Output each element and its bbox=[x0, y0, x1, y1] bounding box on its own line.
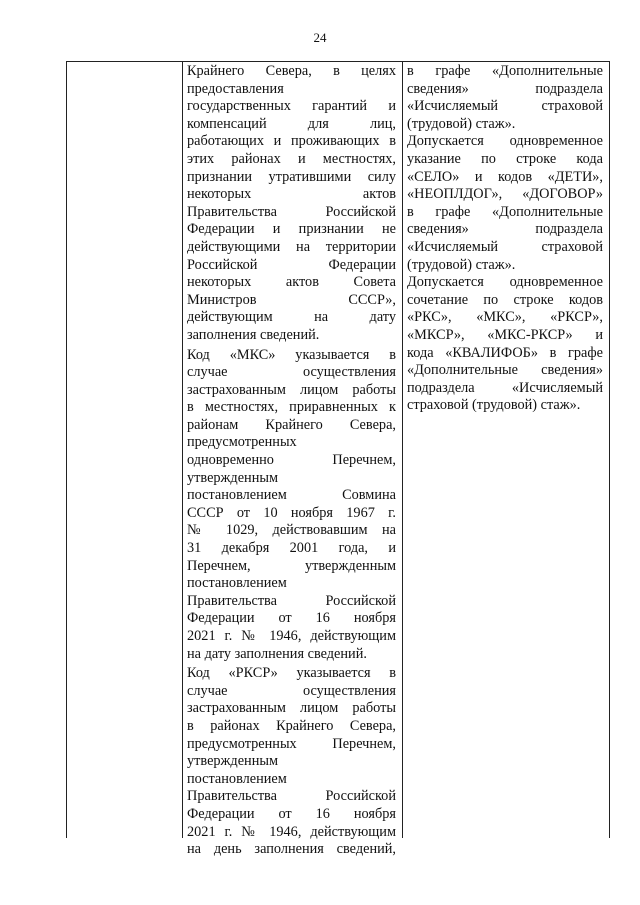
text-line: «РКС», «МКС», «РКСР», bbox=[407, 309, 603, 326]
text-line: Федерации от 16 ноября bbox=[187, 610, 396, 627]
text-line: некоторых актов Совета bbox=[187, 274, 396, 291]
text-line: на день заполнения сведений, bbox=[187, 841, 396, 858]
text-line: постановлением bbox=[187, 575, 287, 592]
text-line: предоставления bbox=[187, 80, 284, 97]
text-line: «Исчисляемый страховой bbox=[407, 98, 603, 115]
text-line: заполнения сведений. bbox=[187, 326, 320, 343]
text-line: действующим на дату bbox=[187, 309, 396, 326]
text-line: предусмотренных bbox=[187, 434, 297, 451]
text-line: районам Крайнего Севера, bbox=[187, 416, 396, 433]
middle-column-text bbox=[187, 63, 396, 859]
text-line: Правительства Российской bbox=[187, 592, 396, 609]
text-line: утвержденным bbox=[187, 753, 279, 770]
text-line: (трудовой) стаж». bbox=[407, 256, 516, 273]
column-divider-2 bbox=[402, 61, 403, 838]
text-line: некоторых актов bbox=[187, 186, 396, 203]
text-line: признании утратившими силу bbox=[187, 168, 396, 185]
text-line: в графе «Дополнительные bbox=[407, 63, 603, 79]
text-line: Допускается одновременное bbox=[407, 133, 603, 150]
text-line: подраздела «Исчисляемый bbox=[407, 379, 603, 396]
text-line: в графе «Дополнительные bbox=[407, 203, 603, 220]
text-line: сведения» подраздела bbox=[407, 221, 603, 238]
text-line: 2021 г. № 1946, действующим bbox=[187, 628, 396, 644]
text-line: в районах Крайнего Севера, bbox=[187, 717, 396, 734]
text-line: Код «МКС» указывается в bbox=[187, 346, 396, 363]
text-line: указание по строке кода bbox=[407, 150, 603, 167]
text-line: 2021 г. № 1946, действующим bbox=[187, 823, 396, 840]
text-line: «МКСР», «МКС-РКСР» и bbox=[407, 326, 603, 343]
text-line: Министров СССР», bbox=[187, 291, 396, 308]
page-number: 24 bbox=[313, 30, 327, 45]
table-top-border bbox=[66, 61, 609, 62]
text-line: Российской Федерации bbox=[187, 256, 396, 273]
text-line: постановлением Совмина bbox=[187, 487, 396, 504]
text-line: государственных гарантий и bbox=[187, 98, 396, 115]
text-line: утвержденным bbox=[187, 469, 279, 486]
text-line: на дату заполнения сведений. bbox=[187, 645, 367, 662]
text-line: действующими на территории bbox=[187, 238, 396, 255]
text-line: «Исчисляемый страховой bbox=[407, 238, 603, 255]
text-line: предусмотренных Перечнем, bbox=[187, 735, 396, 752]
text-line: сочетание по строке кодов bbox=[407, 291, 603, 308]
text-line: Перечнем, утвержденным bbox=[187, 557, 396, 574]
text-line: Допускается одновременное bbox=[407, 274, 603, 291]
text-line: застрахованным лицом работы bbox=[187, 700, 396, 717]
text-line: Федерации и признании не bbox=[187, 221, 396, 238]
text-line: Федерации от 16 ноября bbox=[187, 805, 396, 822]
text-line: постановлением bbox=[187, 770, 287, 787]
text-line: одновременно Перечнем, bbox=[187, 452, 396, 469]
text-line: Правительства Российской bbox=[187, 203, 396, 220]
column-divider-1 bbox=[182, 61, 183, 838]
text-line: «НЕОПЛДОГ», «ДОГОВОР» bbox=[407, 186, 603, 203]
text-line: 31 декабря 2001 года, и bbox=[187, 540, 396, 557]
right-column-text bbox=[407, 63, 603, 415]
text-line: этих районах и местностях, bbox=[187, 150, 396, 167]
text-line: (трудовой) стаж». bbox=[407, 115, 516, 132]
table-left-border bbox=[66, 61, 67, 838]
text-line: застрахованным лицом работы bbox=[187, 381, 396, 398]
table-grid bbox=[66, 61, 610, 858]
text-line: СССР от 10 ноября 1967 г. bbox=[187, 504, 396, 521]
text-line: № 1029, действовавшим на bbox=[187, 522, 396, 539]
text-line: Правительства Российской bbox=[187, 788, 396, 805]
text-line: страховой (трудовой) стаж». bbox=[407, 397, 581, 414]
text-line: работающих и проживающих в bbox=[187, 133, 396, 150]
text-line: сведения» подраздела bbox=[407, 80, 603, 97]
text-line: Крайнего Севера, в целях bbox=[187, 63, 396, 79]
text-line: «Дополнительные сведения» bbox=[407, 362, 603, 379]
table-right-border bbox=[609, 61, 610, 838]
text-line: Код «РКСР» указывается в bbox=[187, 665, 396, 682]
text-line: компенсаций для лиц, bbox=[187, 115, 396, 132]
text-line: случае осуществления bbox=[187, 682, 396, 699]
text-line: случае осуществления bbox=[187, 364, 396, 381]
text-line: в местностях, приравненных к bbox=[187, 399, 396, 416]
text-line: кода «КВАЛИФОБ» в графе bbox=[407, 344, 603, 361]
text-line: «СЕЛО» и кодов «ДЕТИ», bbox=[407, 168, 603, 185]
